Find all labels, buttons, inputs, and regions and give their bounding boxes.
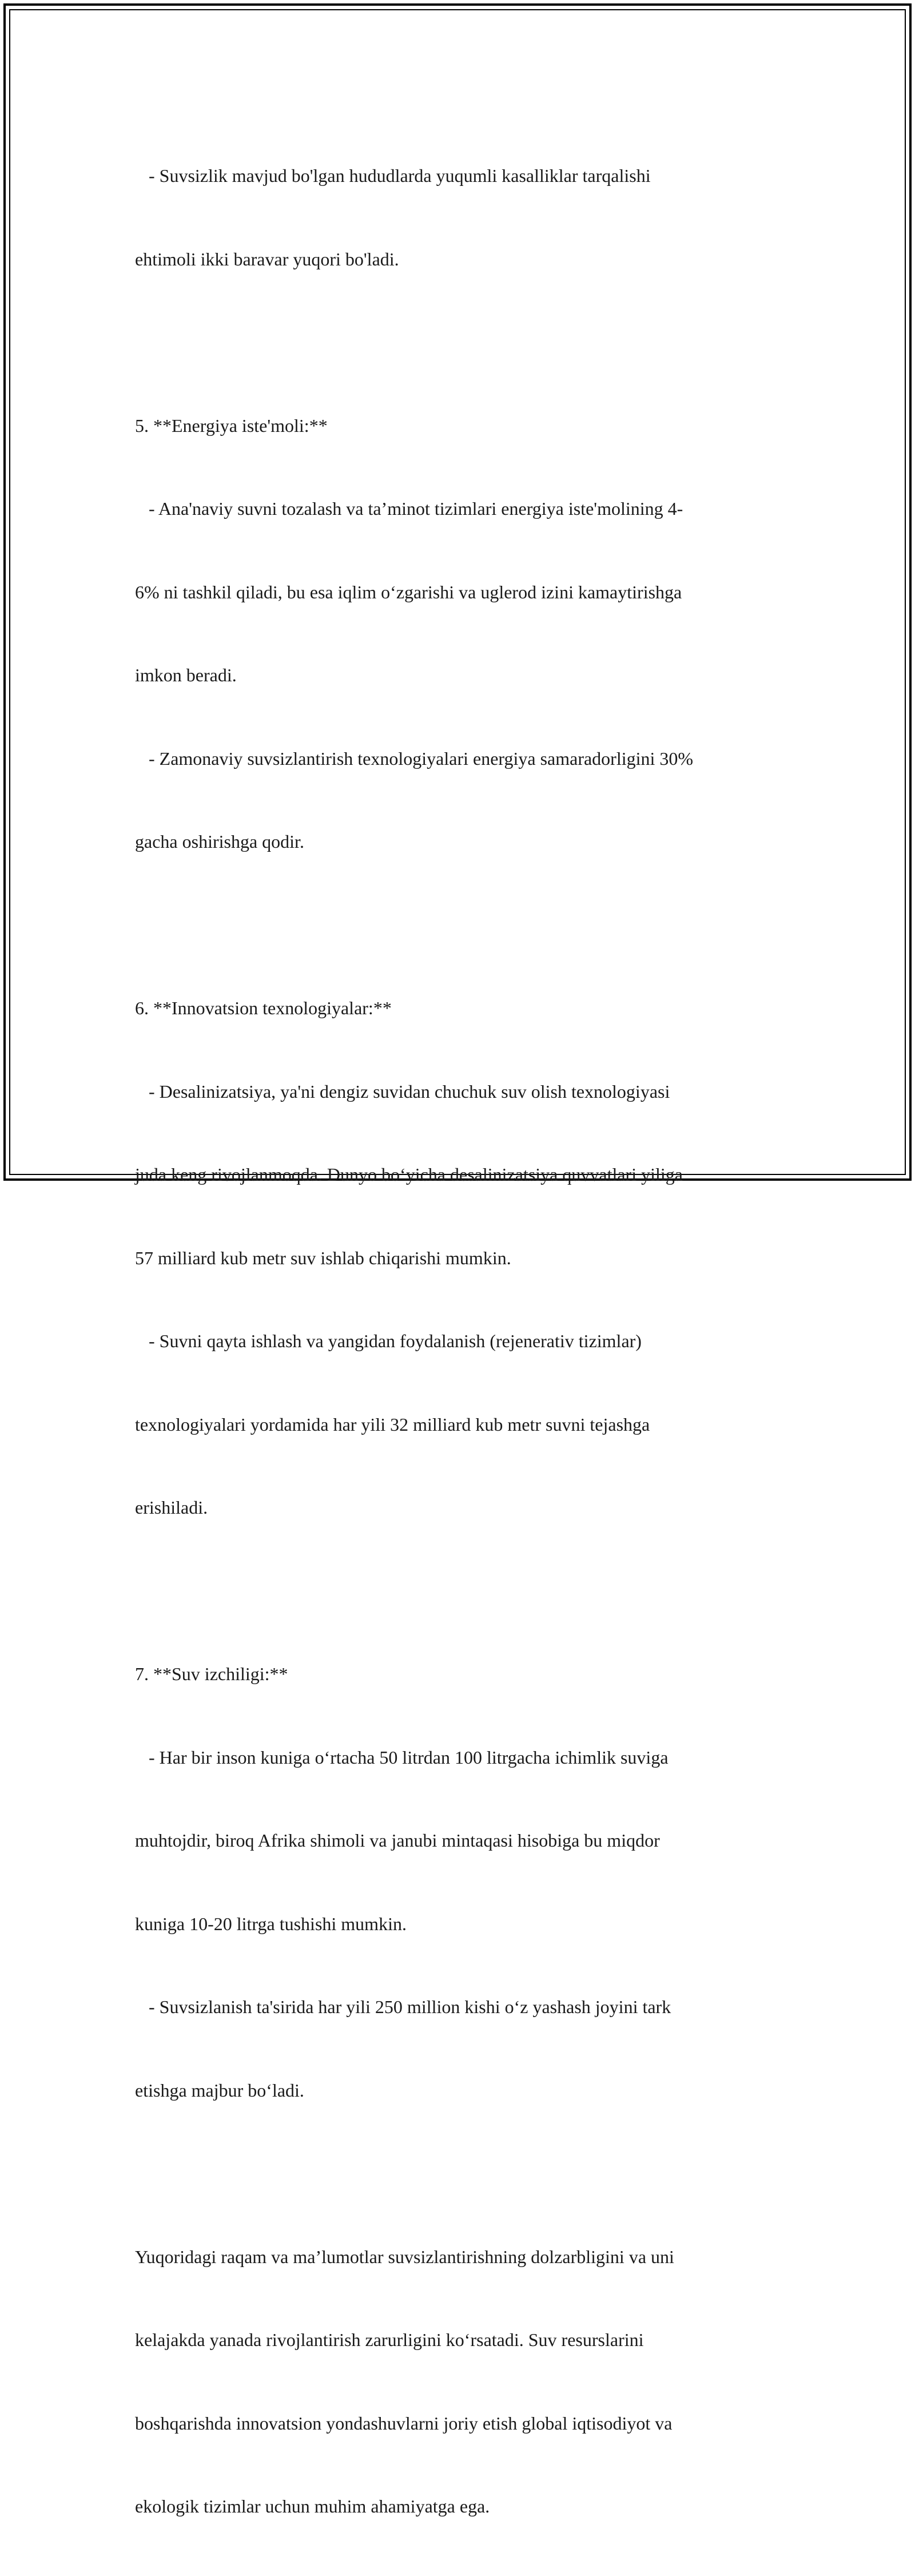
section-heading: 6. **Innovatsion texnologiyalar:** xyxy=(135,998,392,1018)
text-line: 6% ni tashkil qiladi, bu esa iqlim o‘zgarishi va uglerod izini kamaytirishga xyxy=(135,581,682,602)
text-line: boshqarishda innovatsion yondashuvlarni joriy etish global iqtisodiyot va xyxy=(135,2412,673,2434)
text-line: - Ana'naviy suvni tozalash va ta’minot tizimlari energiya iste'molining 4- xyxy=(135,498,683,519)
text-line: Yuqoridagi raqam va ma’lumotlar suvsizlantirishning dolzarbligini va uni xyxy=(135,2246,674,2267)
text-line: muhtojdir, biroq Afrika shimoli va janubi mintaqasi hisobiga bu miqdor xyxy=(135,1830,660,1851)
text-line: erishiladi. xyxy=(135,1497,208,1518)
text-line: gacha oshirishga qodir. xyxy=(135,831,304,852)
text-line: kelajakda yanada rivojlantirish zarurligini ko‘rsatadi. Suv resurslarini xyxy=(135,2329,644,2350)
text-line: kuniga 10-20 litrga tushishi mumkin. xyxy=(135,1913,407,1934)
paragraph-disease-risk xyxy=(135,106,775,328)
text-line: juda keng rivojlanmoqda. Dunyo bo‘yicha desalinizatsiya quvvatlari yiliga xyxy=(135,1164,683,1185)
text-line: - Suvsizlik mavjud bo'lgan hududlarda yuqumli kasalliklar tarqalishi xyxy=(135,165,651,186)
paragraph-conclusion xyxy=(135,2188,775,2576)
section-heading: 5. **Energiya iste'moli:** xyxy=(135,415,328,436)
paragraph-gap xyxy=(135,328,775,356)
paragraph-gap xyxy=(135,911,775,939)
text-line: texnologiyalari yordamida har yili 32 milliard kub metr suvni tejashga xyxy=(135,1414,650,1435)
text-line: ekologik tizimlar uchun muhim ahamiyatga ega. xyxy=(135,2496,490,2517)
document-body xyxy=(135,106,775,2576)
paragraph-gap xyxy=(135,2160,775,2188)
text-line: imkon beradi. xyxy=(135,665,237,685)
paragraph-gap xyxy=(135,1577,775,1605)
text-line: etishga majbur bo‘ladi. xyxy=(135,2079,304,2101)
text-line: ehtimoli ikki baravar yuqori bo'ladi. xyxy=(135,248,399,269)
section-water-consistency xyxy=(135,1605,775,2160)
text-line: - Suvsizlanish ta'sirida har yili 250 million kishi o‘z yashash joyini tark xyxy=(135,1997,671,2017)
text-line: - Zamonaviy suvsizlantirish texnologiyalari energiya samaradorligini 30% xyxy=(135,748,694,769)
section-energy-consumption xyxy=(135,356,775,911)
section-heading: 7. **Suv izchiligi:** xyxy=(135,1664,288,1684)
text-line: 57 milliard kub metr suv ishlab chiqarishi mumkin. xyxy=(135,1247,511,1268)
text-line: - Har bir inson kuniga o‘rtacha 50 litrdan 100 litrgacha ichimlik suviga xyxy=(135,1747,669,1768)
text-line: - Suvni qayta ishlash va yangidan foydalanish (rejenerativ tizimlar) xyxy=(135,1331,642,1351)
text-line: - Desalinizatsiya, ya'ni dengiz suvidan chuchuk suv olish texnologiyasi xyxy=(135,1081,670,1102)
section-innovative-technologies xyxy=(135,939,775,1577)
